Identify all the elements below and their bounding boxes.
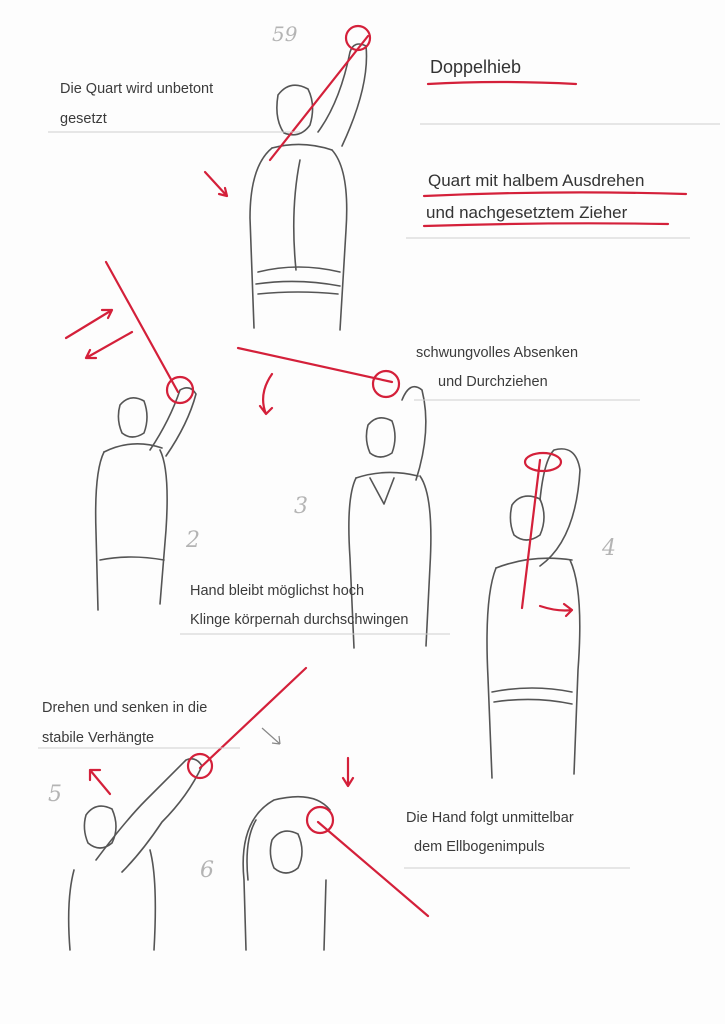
note-quart-line-2: gesetzt bbox=[60, 111, 107, 127]
blade-4 bbox=[522, 460, 540, 608]
guard-4 bbox=[525, 453, 561, 471]
figure-1-fencer bbox=[250, 44, 367, 330]
guard-6 bbox=[307, 807, 333, 833]
figure-number-2: 2 bbox=[186, 528, 200, 553]
figure-number-6: 6 bbox=[200, 858, 214, 883]
note-hand-line-2: Klinge körpernah durchschwingen bbox=[190, 612, 409, 628]
note-folgt-line-2: dem Ellbogenimpuls bbox=[414, 839, 545, 855]
blade-3 bbox=[238, 348, 392, 382]
arrow-2b bbox=[86, 332, 132, 358]
blade-6 bbox=[318, 822, 428, 916]
blade-2 bbox=[106, 262, 178, 392]
subtitle-line-1: Quart mit halbem Ausdrehen bbox=[428, 171, 645, 190]
figure-2-fencer bbox=[96, 388, 196, 610]
page-title: Doppelhieb bbox=[430, 57, 522, 77]
blade-1 bbox=[270, 36, 368, 160]
note-drehen-line-2: stabile Verhängte bbox=[42, 730, 155, 746]
note-absenken-line-2: und Durchziehen bbox=[438, 374, 548, 390]
arrow-6 bbox=[343, 758, 353, 786]
subtitle-underline-1 bbox=[424, 192, 686, 196]
subtitle-underline-2 bbox=[424, 223, 668, 226]
figure-5-fencer bbox=[69, 759, 202, 950]
page-number: 59 bbox=[272, 22, 298, 46]
note-absenken-line-1: schwungvolles Absenken bbox=[416, 345, 579, 361]
guard-5 bbox=[188, 754, 212, 778]
grey-arrow bbox=[262, 728, 280, 744]
figure-6-fencer bbox=[243, 797, 330, 950]
guard-3 bbox=[373, 371, 399, 397]
figure-number-5: 5 bbox=[48, 782, 62, 807]
arrow-4 bbox=[540, 604, 572, 616]
subtitle-line-2: und nachgesetztem Zieher bbox=[426, 203, 628, 222]
arrow-1 bbox=[205, 172, 227, 196]
note-quart-line-1: Die Quart wird unbetont bbox=[60, 81, 214, 97]
note-drehen-line-1: Drehen und senken in die bbox=[42, 700, 208, 716]
figure-number-4: 4 bbox=[602, 536, 616, 561]
figure-number-3: 3 bbox=[294, 494, 308, 519]
note-hand-line-1: Hand bleibt möglichst hoch bbox=[190, 583, 365, 599]
title-underline bbox=[428, 82, 576, 84]
figure-3-fencer bbox=[349, 387, 431, 648]
red-markings bbox=[66, 26, 686, 916]
figure-4-fencer bbox=[487, 449, 580, 778]
arrow-2a bbox=[66, 310, 112, 338]
arrow-3 bbox=[260, 374, 272, 414]
blade-5 bbox=[200, 668, 306, 768]
arrow-5 bbox=[90, 770, 110, 794]
note-folgt-line-1: Die Hand folgt unmittelbar bbox=[406, 810, 574, 826]
